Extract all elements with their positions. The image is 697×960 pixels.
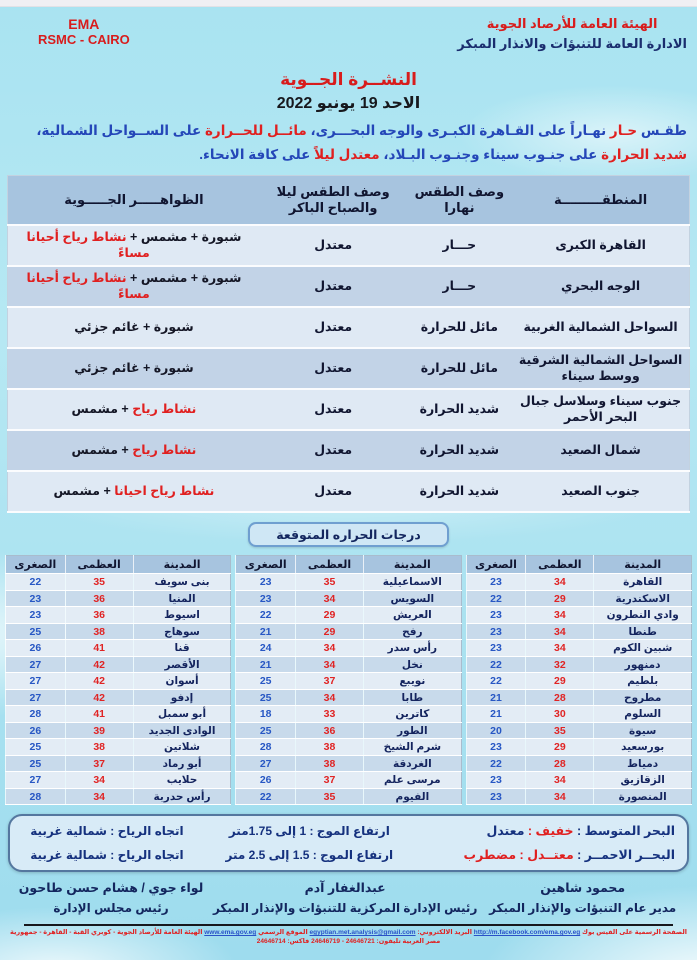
city-name-cell: دمياط [594,755,692,772]
forecast-row [8,471,690,512]
forecast-row [8,430,690,471]
city-name-cell: أبو رماد [133,755,231,772]
bulletin-header [0,14,697,66]
column-header-max-temp: العظمى [295,556,363,574]
text-segment: معتدل [486,824,525,839]
city-temperature-row [236,772,461,789]
min-temp-cell: 28 [6,706,66,723]
min-temp-cell: 25 [6,739,66,756]
signatory-title: رئيس الإدارة المركزية للتنبؤات والإنذار المبكر [212,900,478,915]
city-name-cell: شلاتين [133,739,231,756]
max-temp-cell: 32 [526,656,594,673]
text-segment: نشاط رياح [128,401,197,416]
city-temperature-row [6,788,231,805]
city-name-cell: الزقازيق [594,772,692,789]
city-temperature-row [466,722,691,739]
city-temperature-row [6,706,231,723]
day-weather-cell: شديد الحرارة [406,389,512,430]
city-temperature-row [236,689,461,706]
forecast-row [8,266,690,307]
city-name-cell: اسيوط [133,607,231,624]
city-temperature-row [6,722,231,739]
max-temp-cell: 29 [526,739,594,756]
city-temperature-row [236,739,461,756]
min-temp-cell: 25 [6,755,66,772]
city-name-cell: رأس حدربة [133,788,231,805]
text-segment: معتــدل : مضطرب [463,848,574,863]
min-temp-cell: 22 [236,607,296,624]
signature-forecast-director [482,879,683,917]
city-temperature-row [236,623,461,640]
contact-info-line [0,928,697,946]
min-temp-cell: 26 [236,772,296,789]
contact-link[interactable]: egyptian.met.analysis@gmail.com [309,929,416,937]
sea-state-label [427,823,675,838]
max-temp-cell: 41 [65,706,133,723]
max-temp-cell: 34 [295,689,363,706]
region-cell: القاهرة الكبرى [512,225,689,266]
top-border-strip [0,0,697,7]
city-name-cell: كاترين [364,706,462,723]
max-temp-cell: 38 [295,755,363,772]
text-segment: شبورة + غائم جزئي [74,360,194,375]
max-temp-cell: 34 [65,772,133,789]
region-cell: السواحل الشمالية الغربية [512,307,689,348]
footer-divider [24,924,672,926]
city-name-cell: قنا [133,640,231,657]
city-temperature-row [236,640,461,657]
night-weather-cell: معتدل [260,389,407,430]
city-name-cell: القاهرة [594,574,692,591]
city-temperature-row [466,689,691,706]
city-name-cell: مطروح [594,689,692,706]
min-temp-cell: 25 [236,722,296,739]
column-header-day-weather: وصف الطقس نهارا [406,176,512,226]
city-temperature-row [6,772,231,789]
max-temp-cell: 29 [295,607,363,624]
city-name-cell: المنصورة [594,788,692,805]
min-temp-cell: 22 [236,788,296,805]
min-temp-cell: 23 [236,590,296,607]
phenomena-cell [8,430,260,471]
expected-temperatures-title: درجات الحراره المتوقعة [248,522,449,547]
text-segment: + مشمس [71,442,129,457]
forecast-row [8,348,690,389]
city-table-header-row [236,556,461,574]
column-header-min-temp: الصغرى [466,556,526,574]
min-temp-cell: 28 [236,739,296,756]
city-temperature-row [6,656,231,673]
org-names-arabic [457,14,687,53]
city-temperature-row [6,689,231,706]
city-temperature-row [466,739,691,756]
city-name-cell: إدفو [133,689,231,706]
phenomena-cell [8,389,260,430]
region-cell: السواحل الشمالية الشرقية ووسط سيناء [512,348,689,389]
text-segment: على جنـوب سيناء وجنـوب البـلاد، [379,146,598,162]
day-weather-cell: حـــار [406,225,512,266]
min-temp-cell: 20 [466,722,526,739]
max-temp-cell: 42 [65,656,133,673]
city-temperature-row [466,640,691,657]
text-segment: + مشمس [71,401,129,416]
max-temp-cell: 38 [65,623,133,640]
night-weather-cell: معتدل [260,266,407,307]
min-temp-cell: 18 [236,706,296,723]
max-temp-cell: 35 [295,574,363,591]
min-temp-cell: 23 [236,574,296,591]
min-temp-cell: 27 [6,689,66,706]
text-segment: + مشمس [53,483,111,498]
max-temp-cell: 36 [295,722,363,739]
max-temp-cell: 30 [526,706,594,723]
city-name-cell: حلايب [133,772,231,789]
max-temp-cell: 34 [526,640,594,657]
sea-row-red-sea [22,847,675,862]
min-temp-cell: 22 [466,590,526,607]
org-name-arabic: الهيئة العامة للأرصاد الجوية [486,16,658,31]
city-name-cell: الوادى الجديد [133,722,231,739]
column-header-night-weather: وصف الطقس ليلا والصباح الباكر [260,176,407,226]
day-weather-cell: شديد الحرارة [406,471,512,512]
city-temperature-row [466,623,691,640]
city-temperature-row [236,788,461,805]
min-temp-cell: 21 [466,706,526,723]
text-segment: حـار [606,123,638,138]
night-weather-cell: معتدل [260,471,407,512]
city-name-cell: الاسكندرية [594,590,692,607]
city-name-cell: الفيوم [364,788,462,805]
city-name-cell: طنطا [594,623,692,640]
region-cell: جنوب سيناء وسلاسل جبال البحر الأحمر [512,389,689,430]
text-segment: نشاط رياح أحيانا مساءً [26,230,150,260]
city-name-cell: بنى سويف [133,574,231,591]
temperature-table-upper-egypt [5,555,231,805]
city-table-header-row [466,556,691,574]
city-name-cell: أسوان [133,673,231,690]
city-name-cell: العريش [364,607,462,624]
text-segment: طقـس [637,123,687,138]
city-temperature-row [466,590,691,607]
text-segment: الهيئة العامة للأرصاد الجوية - كوبري القبة - القاهرة - جمهورية مصر العربية تليفون: 24646721 - 24646719 فاكس: 24646714 [10,929,441,946]
phenomena-cell [8,348,260,389]
max-temp-cell: 28 [526,755,594,772]
max-temp-cell: 35 [295,788,363,805]
day-weather-cell: مائل للحرارة [406,348,512,389]
city-temperature-row [236,722,461,739]
text-segment: على كافة الانحاء. [199,146,311,162]
city-temperature-row [236,755,461,772]
max-temp-cell: 35 [526,722,594,739]
max-temp-cell: 29 [526,590,594,607]
night-weather-cell: معتدل [260,430,407,471]
day-weather-cell: مائل للحرارة [406,307,512,348]
max-temp-cell: 35 [65,574,133,591]
city-temperature-row [466,673,691,690]
city-temperature-row [236,607,461,624]
phenomena-cell [8,225,260,266]
city-temperature-row [6,739,231,756]
region-cell: شمال الصعيد [512,430,689,471]
max-temp-cell: 34 [526,788,594,805]
column-header-region: المنطقـــــــــة [512,176,689,226]
max-temp-cell: 36 [65,590,133,607]
column-header-phenomena: الظواهـــــر الجـــــوية [8,176,260,226]
forecast-table [7,175,690,513]
sea-state-label [427,847,675,862]
column-header-city: المدينة [594,556,692,574]
min-temp-cell: 25 [236,673,296,690]
signatory-title: مدير عام التنبؤات والإنذار المبكر [489,900,677,915]
forecast-row [8,389,690,430]
city-name-cell: شبين الكوم [594,640,692,657]
city-temperature-row [6,640,231,657]
city-name-cell: دمنهور [594,656,692,673]
phenomena-cell [8,471,260,512]
city-temperature-row [6,607,231,624]
max-temp-cell: 34 [65,788,133,805]
max-temp-cell: 42 [65,673,133,690]
column-header-city: المدينة [133,556,231,574]
min-temp-cell: 27 [6,673,66,690]
text-segment: البحر المتوسط : [573,824,675,839]
min-temp-cell: 23 [466,640,526,657]
max-temp-cell: 34 [526,607,594,624]
text-segment: معتدل ليلاً [310,146,380,162]
sea-conditions-panel [8,814,689,872]
forecast-summary [10,119,687,166]
day-weather-cell: حـــار [406,266,512,307]
city-temperature-row [466,755,691,772]
bulletin-title: النشــرة الجــوية [280,70,417,89]
max-temp-cell: 37 [295,772,363,789]
city-temperature-row [236,673,461,690]
signature-central-admin-head [208,879,482,917]
city-name-cell: الغردقة [364,755,462,772]
max-temp-cell: 41 [65,640,133,657]
temperature-table-canal-sinai [235,555,461,805]
min-temp-cell: 21 [236,623,296,640]
city-temperature-row [6,623,231,640]
min-temp-cell: 22 [466,755,526,772]
max-temp-cell: 34 [526,574,594,591]
text-segment: مائــل للحــرارة [201,123,307,138]
max-temp-cell: 39 [65,722,133,739]
max-temp-cell: 33 [295,706,363,723]
city-temperature-row [466,607,691,624]
forecast-table-body [8,225,690,512]
city-name-cell: السلوم [594,706,692,723]
signatory-name: محمود شاهين [540,881,626,896]
city-temperature-row [466,656,691,673]
temps-title-wrap [0,522,697,547]
column-header-min-temp: الصغرى [236,556,296,574]
min-temp-cell: 23 [466,788,526,805]
min-temp-cell: 28 [6,788,66,805]
city-temperature-row [466,772,691,789]
min-temp-cell: 26 [6,640,66,657]
column-header-max-temp: العظمى [65,556,133,574]
bulletin-date: الاحد 19 يونيو 2022 [276,95,421,112]
temperature-table-delta [466,555,692,805]
forecast-row [8,225,690,266]
city-temperature-row [6,574,231,591]
max-temp-cell: 34 [526,623,594,640]
min-temp-cell: 27 [6,772,66,789]
signatory-name: عبدالغفار آدم [304,881,386,896]
min-temp-cell: 22 [466,673,526,690]
city-temperature-row [6,673,231,690]
min-temp-cell: 23 [6,607,66,624]
phenomena-cell [8,307,260,348]
city-temperature-row [236,590,461,607]
min-temp-cell: 23 [466,772,526,789]
text-segment: خفيف : [524,824,574,839]
city-temperature-row [466,574,691,591]
min-temp-cell: 23 [6,590,66,607]
min-temp-cell: 23 [466,607,526,624]
max-temp-cell: 34 [295,656,363,673]
max-temp-cell: 29 [526,673,594,690]
rsmc-label: RSMC - CAIRO [38,32,130,47]
text-segment: شبورة + مشمس + [126,230,242,245]
city-name-cell: الطور [364,722,462,739]
city-temperature-row [236,706,461,723]
city-name-cell: مرسى علم [364,772,462,789]
city-name-cell: نخل [364,656,462,673]
max-temp-cell: 36 [65,607,133,624]
signatory-name: لواء جوي / هشام حسن طاحون [18,881,204,896]
city-name-cell: نويبع [364,673,462,690]
max-temp-cell: 28 [526,689,594,706]
max-temp-cell: 29 [295,623,363,640]
max-temp-cell: 37 [65,755,133,772]
signatures [14,879,683,917]
contact-link[interactable]: http://m.facebook.com/ema.gov.eg [473,929,581,937]
region-cell: الوجه البحري [512,266,689,307]
city-name-cell: رأس سدر [364,640,462,657]
min-temp-cell: 22 [6,574,66,591]
min-temp-cell: 26 [6,722,66,739]
min-temp-cell: 27 [236,755,296,772]
wind-direction-label: اتجاه الرياح : شمالية غربية [30,823,184,838]
forecast-row [8,307,690,348]
text-segment: شديد الحرارة [597,146,687,162]
text-segment: البريد الالكتروني: [415,929,474,937]
forecast-header-row [8,176,690,226]
text-segment: نشاط رياح [128,442,197,457]
city-name-cell: سيوة [594,722,692,739]
city-name-cell: رفح [364,623,462,640]
min-temp-cell: 21 [236,656,296,673]
city-name-cell: الأقصر [133,656,231,673]
min-temp-cell: 22 [466,656,526,673]
city-temperature-row [6,755,231,772]
city-name-cell: المنيا [133,590,231,607]
max-temp-cell: 38 [295,739,363,756]
min-temp-cell: 23 [466,739,526,756]
region-cell: جنوب الصعيد [512,471,689,512]
city-name-cell: طابا [364,689,462,706]
text-segment: نهـاراً على القـاهرة الكبـرى والوجه البحـــرى، [306,123,607,138]
min-temp-cell: 25 [6,623,66,640]
min-temp-cell: 25 [236,689,296,706]
min-temp-cell: 21 [466,689,526,706]
day-weather-cell: شديد الحرارة [406,430,512,471]
max-temp-cell: 34 [295,590,363,607]
wave-height-label: ارتفاع الموج : 1 إلى 1.75متر [228,823,390,838]
signatory-title: رئيس مجلس الإدارة [53,900,169,915]
wave-height-label: ارتفاع الموج : 1.5 إلى 2.5 متر [225,847,394,862]
min-temp-cell: 27 [6,656,66,673]
column-header-min-temp: الصغرى [6,556,66,574]
max-temp-cell: 37 [295,673,363,690]
wind-direction-label: اتجاه الرياح : شمالية غربية [30,847,184,862]
text-segment: الموقع الرسمي [256,929,310,937]
city-name-cell: بلطيم [594,673,692,690]
text-segment: نشاط رياح احيانا [110,483,215,498]
city-temperature-row [466,706,691,723]
max-temp-cell: 34 [526,772,594,789]
city-table-header-row [6,556,231,574]
dept-name-arabic: الادارة العامة للتنبؤات والانذار المبكر [457,35,687,51]
city-name-cell: سوهاج [133,623,231,640]
text-segment: على الســواحل الشمالية، [36,123,202,138]
text-segment: الصفحة الرسمية على الفيس بوك [580,929,687,937]
city-temperature-row [466,788,691,805]
min-temp-cell: 24 [236,640,296,657]
night-weather-cell: معتدل [260,225,407,266]
text-segment: شبورة + مشمس + [126,271,242,286]
max-temp-cell: 42 [65,689,133,706]
contact-link[interactable]: www.ema.gov.eg [204,929,257,937]
text-segment: البحــر الاحمــر : [573,848,675,863]
column-header-city: المدينة [364,556,462,574]
city-temperature-row [236,574,461,591]
city-temperature-row [6,590,231,607]
column-header-max-temp: العظمى [526,556,594,574]
city-name-cell: شرم الشيخ [364,739,462,756]
city-temperature-row [236,656,461,673]
night-weather-cell: معتدل [260,348,407,389]
signature-board-chairman [14,879,208,917]
max-temp-cell: 38 [65,739,133,756]
min-temp-cell: 23 [466,574,526,591]
sea-row-mediterranean [22,823,675,838]
min-temp-cell: 23 [466,623,526,640]
city-name-cell: أبو سمبل [133,706,231,723]
city-name-cell: الاسماعيلية [364,574,462,591]
city-name-cell: السويس [364,590,462,607]
phenomena-cell [8,266,260,307]
temperature-tables [5,555,692,805]
city-name-cell: وادي النطرون [594,607,692,624]
org-names-english [38,16,130,47]
city-name-cell: بورسعيد [594,739,692,756]
max-temp-cell: 34 [295,640,363,657]
org-abbreviation: EMA [68,16,100,32]
text-segment: شبورة + غائم جزئي [74,319,194,334]
text-segment: نشاط رياح أحيانا مساءً [26,271,150,301]
night-weather-cell: معتدل [260,307,407,348]
